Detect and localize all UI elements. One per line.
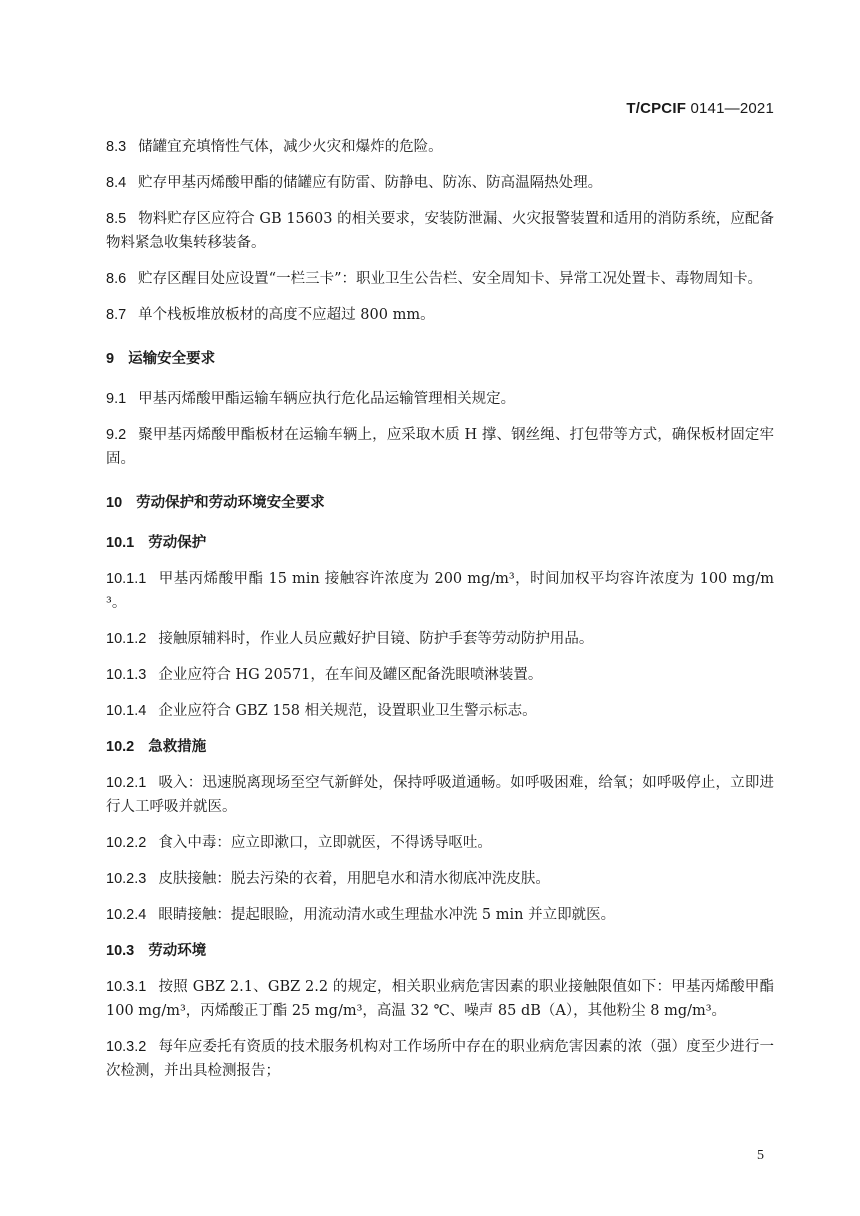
standard-prefix: T/CPCIF xyxy=(626,100,687,117)
clause-number: 10.1.4 xyxy=(106,703,147,719)
clause-9-2 xyxy=(106,423,774,471)
clause-10-2-2 xyxy=(106,831,774,855)
page-number: 5 xyxy=(757,1148,764,1163)
clause-10-1-1 xyxy=(106,567,774,615)
clause-text: 皮肤接触：脱去污染的衣着，用肥皂水和清水彻底冲洗皮肤。 xyxy=(158,871,550,887)
clause-text: 每年应委托有资质的技术服务机构对工作场所中存在的职业病危害因素的浓（强）度至少进行一次检测，并出具检测报告； xyxy=(106,1039,774,1079)
clause-10-2-1 xyxy=(106,771,774,819)
clause-number: 9.2 xyxy=(106,427,127,443)
section-number: 10.2 xyxy=(106,739,135,755)
document-body xyxy=(106,135,774,1095)
section-title: 劳动保护 xyxy=(148,535,207,551)
chapter-title: 劳动保护和劳动环境安全要求 xyxy=(136,495,325,511)
clause-text: 贮存区醒目处应设置“一栏三卡”：职业卫生公告栏、安全周知卡、异常工况处置卡、毒物周知卡。 xyxy=(138,271,762,287)
section-10-2-heading xyxy=(106,735,774,759)
chapter-9-heading xyxy=(106,347,774,371)
clause-text: 企业应符合 GBZ 158 相关规范，设置职业卫生警示标志。 xyxy=(158,703,537,719)
clause-number: 10.1.2 xyxy=(106,631,147,647)
clause-text: 单个栈板堆放板材的高度不应超过 800 mm。 xyxy=(138,307,435,323)
clause-text: 聚甲基丙烯酸甲酯板材在运输车辆上，应采取木质 H 撑、钢丝绳、打包带等方式，确保板材固定牢固。 xyxy=(106,427,774,467)
clause-10-3-1 xyxy=(106,975,774,1023)
clause-text: 贮存甲基丙烯酸甲酯的储罐应有防雷、防静电、防冻、防高温隔热处理。 xyxy=(138,175,603,191)
section-number: 10.3 xyxy=(106,943,135,959)
clause-text: 食入中毒：应立即漱口，立即就医，不得诱导呕吐。 xyxy=(158,835,492,851)
clause-text: 甲基丙烯酸甲酯运输车辆应执行危化品运输管理相关规定。 xyxy=(138,391,516,407)
clause-number: 10.2.2 xyxy=(106,835,147,851)
clause-text: 接触原辅料时，作业人员应戴好护目镜、防护手套等劳动防护用品。 xyxy=(158,631,594,647)
clause-10-2-3 xyxy=(106,867,774,891)
section-title: 急救措施 xyxy=(148,739,207,755)
clause-10-1-3 xyxy=(106,663,774,687)
section-number: 10.1 xyxy=(106,535,135,551)
clause-number: 8.3 xyxy=(106,139,127,155)
clause-text: 眼睛接触：提起眼睑，用流动清水或生理盐水冲洗 5 min 并立即就医。 xyxy=(158,907,616,923)
section-title: 劳动环境 xyxy=(148,943,207,959)
chapter-10-heading xyxy=(106,491,774,515)
clause-10-1-4 xyxy=(106,699,774,723)
clause-number: 10.2.4 xyxy=(106,907,147,923)
clause-number: 9.1 xyxy=(106,391,127,407)
clause-8-5 xyxy=(106,207,774,255)
clause-text: 储罐宜充填惰性气体，减少火灾和爆炸的危险。 xyxy=(138,139,443,155)
clause-number: 8.5 xyxy=(106,211,127,227)
clause-9-1 xyxy=(106,387,774,411)
clause-8-6 xyxy=(106,267,774,291)
chapter-number: 10 xyxy=(106,495,123,511)
clause-text: 甲基丙烯酸甲酯 15 min 接触容许浓度为 200 mg/m³，时间加权平均容许浓度为 100 mg/m³。 xyxy=(106,571,774,611)
clause-text: 企业应符合 HG 20571，在车间及罐区配备洗眼喷淋装置。 xyxy=(158,667,543,683)
clause-text: 按照 GBZ 2.1、GBZ 2.2 的规定，相关职业病危害因素的职业接触限值如下：甲基丙烯酸甲酯 100 mg/m³，丙烯酸正丁酯 25 mg/m³，高温 32 ℃、噪声 85 dB（A），其他粉尘 8 mg/m³。 xyxy=(106,979,774,1019)
section-10-3-heading xyxy=(106,939,774,963)
clause-8-3 xyxy=(106,135,774,159)
clause-number: 8.4 xyxy=(106,175,127,191)
clause-number: 10.1.1 xyxy=(106,571,147,587)
standard-number: 0141—2021 xyxy=(690,100,774,117)
clause-8-7 xyxy=(106,303,774,327)
clause-10-2-4 xyxy=(106,903,774,927)
clause-text: 吸入：迅速脱离现场至空气新鲜处，保持呼吸道通畅。如呼吸困难，给氧；如呼吸停止，立即进行人工呼吸并就医。 xyxy=(106,775,774,815)
clause-number: 10.2.3 xyxy=(106,871,147,887)
clause-number: 10.1.3 xyxy=(106,667,147,683)
clause-number: 10.3.2 xyxy=(106,1039,147,1055)
section-10-1-heading xyxy=(106,531,774,555)
clause-10-3-2 xyxy=(106,1035,774,1083)
clause-8-4 xyxy=(106,171,774,195)
standard-code xyxy=(626,100,774,117)
chapter-title: 运输安全要求 xyxy=(128,351,216,367)
clause-number: 10.3.1 xyxy=(106,979,147,995)
clause-text: 物料贮存区应符合 GB 15603 的相关要求，安装防泄漏、火灾报警装置和适用的消防系统，应配备物料紧急收集转移装备。 xyxy=(106,211,774,251)
clause-number: 8.7 xyxy=(106,307,127,323)
clause-number: 8.6 xyxy=(106,271,127,287)
clause-10-1-2 xyxy=(106,627,774,651)
clause-number: 10.2.1 xyxy=(106,775,147,791)
chapter-number: 9 xyxy=(106,351,115,367)
